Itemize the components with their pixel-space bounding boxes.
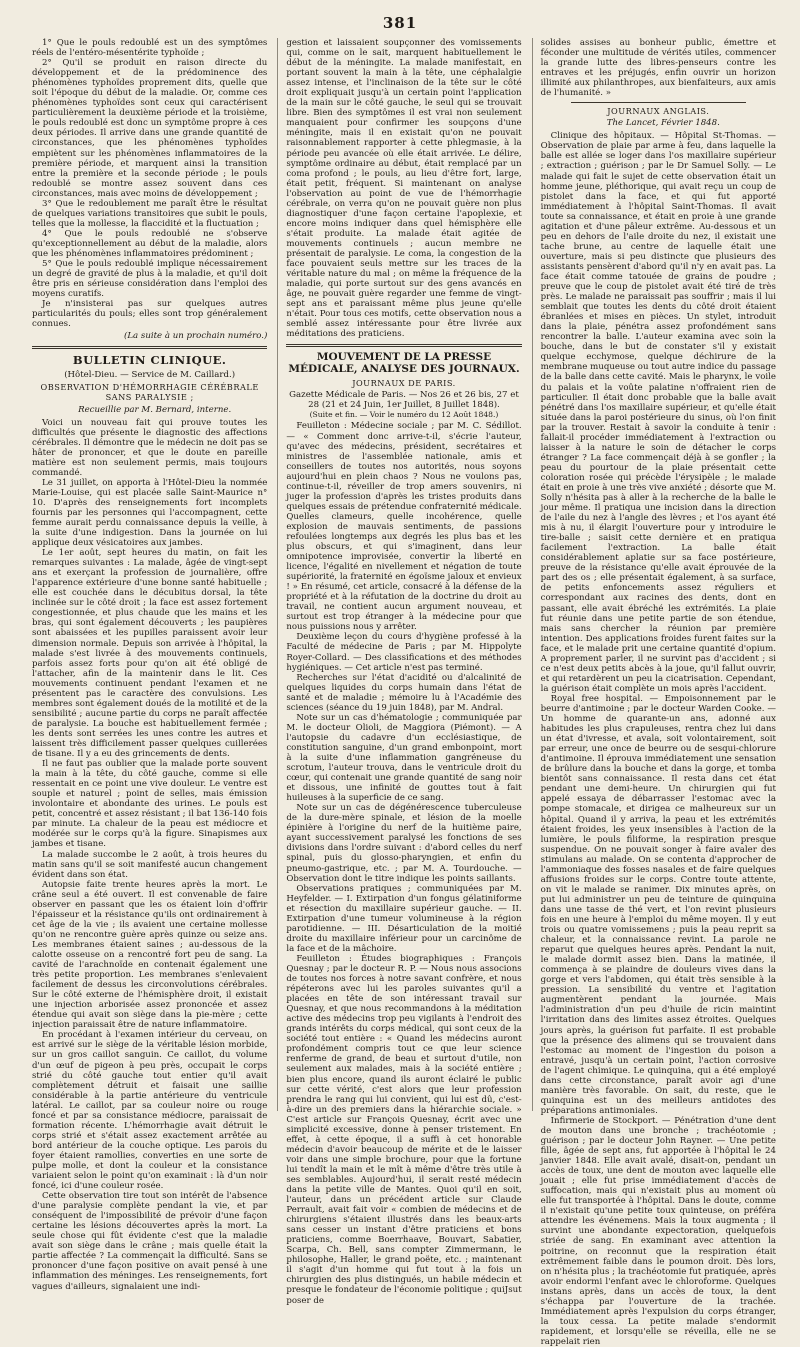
paragraph: Recherches sur l'état d'acidité ou d'alcalinité de quelques liquides du corps humain dans l'état de santé et de maladie ; mémoire lu à l'Académie des sciences (séance du 19 juin 1848), par M. Andral. (286, 672, 522, 713)
paragraph: solides assises au bonheur public, émettre et féconder une multitude de vérités utiles, commencer la grande lutte des libres-penseurs contre les entraves et les préjugés, enfin ouvrir un horizon illimité aux philanthropes, aux bienfaiteurs, aux amis de l'humanité. » (540, 38, 776, 99)
paragraph: Le 1er août, sept heures du matin, on fait les remarques suivantes : La malade, âgée de vingt-sept ans et exerçant la profession de journalière, offre l'apparence extérieure d'une bonne santé habituelle ; elle est couchée dans le décubitus dorsal, la tête inclinée sur le côté droit ; la face est assez fortement congestionnée, et plus chaude que les mains et les bras, qui sont également découverts ; les paupières sont abaissées et les pupilles paraissent avoir leur dimension normale. Depuis son arrivée à l'hôpital, la malade s'est livrée à des mouvements continuels, parfois assez forts pour qu'on ait été obligé de l'attacher, afin de la maintenir dans le lit. Ces mouvements continuent pendant l'examen et ne présentent pas le caractère des convulsions. Les membres sont également doués de la motilité et de la sensibilité ; aucune partie du corps ne paraît affectée de paralysie. La bouche est habituellement fermée ; les dents sont serrées les unes contre les autres et laissent très difficilement passer quelques cuillerées de tisane. Il y a eu des grincements de dents. (32, 548, 268, 760)
columns (32, 38, 776, 1347)
paragraph: Note sur un cas d'hématologie ; communiquée par M. le docteur Olioli, de Maggiora (Piémont). — A l'autopsie du cadavre d'un ecclésiastique, de constitution sanguine, d'un grand embonpoint, mort à la suite d'une inflammation gangréneuse du scrotum, l'auteur trouva, dans le ventricule droit du cœur, qui contenait une grande quantité de sang noir et dissous, une infinité de gouttes tout à fait huileuses à la superficie de ce sang. (286, 712, 522, 804)
column-1 (32, 38, 268, 1292)
paragraph: Autopsie faite trente heures après la mort. Le crâne seul a été ouvert. Il est convenable de faire observer en passant que les os étaient loin d'offrir l'épaisseur et la résistance qu'ils ont ordinairement à cet âge de la vie ; ils avaient une certaine mollesse qu'on ne rencontre guère après quinze ou seize ans. Les membranes étaient saines ; au-dessous de la calotte osseuse on a rencontré fort peu de sang. La cavité de l'arachnoïde en contenait également une très petite proportion. Les membranes s'enlevaient facilement de dessus les circonvolutions cérébrales. Sur le côté externe de l'hémisphère droit, il existait une injection arborisée assez prononcée et assez étendue qui avait son siège dans la pie-mère ; cette injection paraissait être de nature inflammatoire. (32, 879, 268, 1031)
paragraph: gestion et laissaient soupçonner des vomissements qui, comme on le sait, marquent habituellement le début de la méningite. La malade manifestait, en portant souvent la main à la tête, une céphalalgie assez intense, et l'inclinaison de la tête sur le côté droit expliquait jusqu'à un certain point l'application de la main sur le côté gauche, le seul qui se trouvait libre. Bien des symptômes il est vrai non seulement manquaient pour confirmer les soupçons d'une méningite, mais il en existait qu'on ne pouvait raisonnablement rapporter à cette phlegmasie, à la période peu avancée où elle était arrivée. Le délire, symptôme ordinaire au début, était remplacé par un coma profond ; le pouls, au lieu d'être fort, large, était petit, fréquent. Si maintenant on analyse l'observation au point de vue de l'hémorrhagie cérébrale, on verra qu'on ne pouvait guère non plus diagnostiquer d'une façon certaine l'apoplexie, et encore moins indiquer dans quel hémisphère elle s'était produite. La malade était agitée de mouvements continuels ; aucun membre ne présentait de paralysie. Le coma, la congestion de la face pouvaient seuls mettre sur les traces de la véritable nature du mal ; on même la fréquence de la maladie, qui porte surtout sur des gens avancés en âge, ne pouvait guère regarder une femme de vingt-sept ans et paraissant même plus jeune qu'elle n'était. Pour tous ces motifs, cette observation nous a semblé assez intéressante pour être livrée aux méditations des praticiens. (286, 38, 522, 340)
paragraph: Feuilleton : Médecine sociale ; par M. C. Sédillot. — « Comment donc arrive-t-il, s'écrie l'auteur, qu'avec des médecins, président, secrétaires et ministres de l'assemblée nationale, amis et conseillers de toutes nos autorités, nous soyons aujourd'hui en plein chaos ? Nous ne voulons pas, continue-t-il, réveiller de trop amers souvenirs, ni juger la profession d'après les tristes produits dans quelques essais de prétendue confraternité médicale. Quelles clameurs, quelle incohérence, quelle explosion de mauvais sentiments, de passions refoulées longtemps aux degrés les plus bas et les plus obscurs, et qui s'imaginent, dans leur omnipotence improvisée, convertir la liberté en licence, l'égalité en nivellement et négation de toute supériorité, la fraternité en égoïsme jaloux et envieux ! » En résumé, cet article, consacré à la défense de la propriété et à la réfutation de la doctrine du droit au travail, ne contient aucun argument nouveau, et surtout est trop étranger à la médecine pour que nous puissions nous y arrêter. (286, 421, 522, 633)
paragraph: En procédant à l'examen intérieur du cerveau, on est arrivé sur le siège de la véritable lésion morbide, sur un gros caillot sanguin. Ce caillot, du volume d'un œuf de pigeon à peu près, occupait le corps strié du côté gauche tout entier qu'il avait complètement détruit et faisait une saillie considérable à la partie antérieure du ventricule latéral. Le caillot, par sa couleur noire ou rouge foncé et par sa consistance médiocre, paraissait de formation récente. L'hémorrhagie avait détruit le corps strié et s'était assez exactement arrêtée au bord antérieur de la couche optique. Les parois du foyer étaient ramollies, converties en une sorte de pulpe molle, et dont la couleur et la consistance variaient selon le point qu'on examinait : là d'un noir foncé, ici d'une couleur rosée. (32, 1030, 268, 1192)
paragraph: Voici un nouveau fait qui prouve toutes les difficultés que présente le diagnostic des affections cérébrales. Il démontre que le médecin ne doit pas se hâter de prononcer, et que le doute en pareille matière est non seulement permis, mais toujours commandé. (32, 417, 268, 478)
paragraph: Cette observation tire tout son intérêt de l'absence d'une paralysie complète pendant la vie, et par conséquent de l'impossibilité de prévoir d'une façon certaine les lésions découvertes après la mort. La seule chose qui fût évidente c'est que la maladie avait son siège dans le crâne ; mais quelle était la partie affectée ? La commençait la difficulté. Sans se prononcer d'une façon positive on avait pensé à une inflammation des méninges. Les renseignements, fort vagues d'ailleurs, signalaient une indi- (32, 1191, 268, 1292)
bulletin-service: (Hôtel-Dieu. — Service de M. Caillard.) (64, 370, 236, 381)
observation-author: Recueillie par M. Bernard, interne. (78, 404, 232, 415)
paragraph: Note sur un cas de dégénérescence tuberculeuse de la dure-mère spinale, et lésion de la moelle épinière à l'origine du nerf de la huitième paire, ayant successivement paralysé les fonctions de ses divisions dans l'ordre suivant : d'abord celles du nerf spinal, puis du glosso-pharyngien, et enfin du pneumo-gastrique, etc. ; par M. A. Tourdouche. — Observation dont le titre indique les points saillants. (286, 803, 522, 884)
journaux-heading: JOURNAUX DE PARIS. (352, 378, 456, 389)
section-title: MOUVEMENT DE LA PRESSE MÉDICALE, ANALYSE DES JOURNAUX. (288, 351, 520, 376)
paragraph: 3° Que le redoublement me paraît être le résultat de quelques variations transitoires que subit le pouls, telles que la mollesse, la flaccidité et la fluctuation ; (32, 198, 268, 229)
section-divider (571, 102, 746, 103)
paragraph: La malade succombe le 2 août, à trois heures du matin sans qu'il se soit manifesté aucun changement évident dans son état. (32, 849, 268, 880)
continued-note: (La suite à un prochain numéro.) (124, 331, 268, 342)
paragraph: Royal free hospital. — Empoisonnement par le beurre d'antimoine ; par le docteur Warden Cooke. — Un homme de quarante-un ans, adonné aux habitudes les plus crapuleuses, rentra chez lui dans un état d'ivresse, et avala, soit volontairement, soit par erreur, une once de beurre ou de sesqui-chlorure d'antimoine. Il éprouva immédiatement une sensation de brûlure dans la bouche et dans la gorge, et tomba bientôt sans connaissance. Il resta dans cet état pendant une demi-heure. Un chirurgien qui fut appelé essaya de débarrasser l'estomac avec la pompe stomacale, et dirigea ce malheureux sur un hôpital. Quand il y arriva, la peau et les extrémités étaient froides, les yeux insensibles à l'action de la lumière, le pouls filiforme, la respiration presque suspendue. On ne pouvait songer à faire avaler des stimulans au malade. On se contenta d'approcher de l'ammoniaque des fosses nasales et de faire quelques affusions froides sur le corps. Contre toute attente, on vit le malade se ranimer. Dix minutes après, on put lui administrer un peu de teinture de quinquina dans une tasse de thé vert, et l'on revint plusieurs fois en une heure à l'emploi du même moyen. Il y eut trois ou quatre vomissemens ; puis la peau reprit sa chaleur, et la connaissance revint. La parole ne reparut que quelques heures après. Pendant la nuit, le malade dormit assez bien. Dans la matinée, il commença à se plaindre de douleurs vives dans la gorge et vers l'abdomen, qui était très sensible à la pression. La sensibilité du ventre et l'agitation augmentèrent pendant la journée. Mais l'administration d'un peu d'huile de ricin maintint l'irritation dans des limites assez étroites. Quelques jours après, la guérison fut parfaite. Il est probable que la présence des alimens qui se trouvaient dans l'estomac au moment de l'ingestion du poison a entravé, jusqu'à un certain point, l'action corrosive de l'agent chimique. Le quinquina, qui a été employé dans cette circonstance, paraît avoir agi d'une manière très favorable. On sait, du reste, que le quinquina est un des meilleurs antidotes des préparations antimoniales. (540, 693, 776, 1116)
paragraph: Clinique des hôpitaux. — Hôpital St-Thomas. — Observation de plaie par arme à feu, dans laquelle la balle est allée se loger dans l'os maxillaire supérieur ; extraction ; guérison ; par le Dr Samuel Solly. — Le malade qui fait le sujet de cette observation était un homme jeune, pléthorique, qui avait reçu un coup de pistolet dans la face, et qui fut apporté immédiatement à l'hôpital Saint-Thomas. Il avait toute sa connaissance, et était en proie à une grande agitation et d'une pâleur extrême. Au-dessous et un peu en dehors de l'aile droite du nez, il existait une tache brune, au centre de laquelle était une ouverture, mais si peu distincte que plusieurs des assistants pensèrent d'abord qu'il n'y en avait pas. La face était comme tatouée de grains de poudre ; preuve que le coup de pistolet avait été tiré de très près. Le malade ne paraissait pas souffrir ; mais il lui semblait que toutes les dents du côté droit étaient ébranlées et mises en pièces. Un stylet, introduit dans la plaie, pénétra assez profondément sans rencontrer la balle. L'auteur examina avec soin la bouche, dans le but de constater s'il y existait quelque ecchymose, quelque déchirure de la membrane muqueuse ou tout autre indice du passage de la balle dans cette cavité. Mais le pharynx, le voile du palais et la voûte palatine n'offraient rien de particulier. Il était donc probable que la balle avait pénétré dans l'os maxillaire supérieur, et qu'elle était située dans la paroi postérieure du sinus, où l'on finit par la trouver. Restait à savoir la conduite à tenir : fallait-il procéder immédiatement à l'extraction ou laisser à la nature le soin de détacher le corps étranger ? La face commençait déjà à se gonfler ; la peau du pourtour de la plaie présentait cette coloration rosée qui précède l'érysipèle ; le malade était en proie à une très vive anxiété ; désorte que M. Solly n'hésita pas à aller à la recherche de la balle le jour même. Il pratiqua une incision dans la direction de l'aile du nez à l'angle des lèvres ; et l'os ayant été mis à nu, il élargit l'ouverture pour y introduire le tire-balle ; saisit cette dernière et en pratiqua facilement l'extraction. La balle était considérablement aplatie sur sa face postérieure, preuve de la résistance qu'elle avait éprouvée de la part des os ; elle présentait également, à sa surface, de petits enfoncements assez réguliers et correspondant aux racines des dents, dont en passant, elle avait ébréché les extrémités. La plaie fut réunie dans une petite partie de son étendue, mais sans chercher la réunion par première intention. Des applications froides furent faites sur la face, et le malade prit une certaine quantité d'opium. A proprement parler, il ne survint pas d'accident ; si ce n'est deux petits abcès à la joue, qu'il fallut ouvrir, et qui retardèrent un peu la cicatrisation. Cependant, la guérison était complète un mois après l'accident. (540, 131, 776, 694)
paragraph: 4° Que le pouls redoublé ne s'observe qu'exceptionnellement au début de la maladie, alors que les phénomènes inflammatoires prédominent ; (32, 228, 268, 259)
page-number: 381 (382, 14, 418, 32)
bulletin-title: BULLETIN CLINIQUE. (72, 353, 227, 368)
paragraph: 5° Que le pouls redoublé implique nécessairement un degré de gravité de plus à la maladie, et qu'il doit être pris en sérieuse considération dans l'emploi des moyens curatifs. (32, 259, 268, 300)
column-2 (277, 38, 522, 1306)
paragraph: 2° Qu'il se produit en raison directe du développement et de la prédominence des phénomènes typhoïdes proprement dits, quelle que soit l'époque du début de la maladie. Or, comme ces phénomènes typhoïdes sont ceux qui caractérisent particulièrement la deuxième période et la troisième, le pouls redoublé est donc un symptôme propre à ces deux périodes. Il arrive dans une grande quantité de circonstances, que les phénomènes typhoïdes empiètent sur les phénomènes inflammatoires de la première période, et marquent ainsi la transition entre la première et la seconde période ; le pouls redoublé se montre assez souvent dans ces circonstances, mais avec moins de développement ; (32, 58, 268, 199)
lancet-reference: The Lancet, Février 1848. (606, 118, 720, 129)
paragraph: Infirmerie de Stockport. — Pénétration d'une dent de mouton dans une bronche ; trachéotomie ; guérison ; par le docteur John Rayner. — Une petite fille, âgée de sept ans, fut apportée à l'hôpital le 24 janvier 1848. Elle avait avalé, disait-on, pendant un accès de toux, une dent de mouton avec laquelle elle jouait ; elle fut prise immédiatement d'accès de suffocation, mais qui n'existait plus au moment où elle fut transportée à l'hôpital. Dans le doute, comme il n'existait qu'une petite toux quinteuse, on préféra attendre les événemens. Mais la toux augmenta ; il survint une abondante expectoration, quelquefois striée de sang. En examinant avec attention la poitrine, on reconnut que la respiration était extrêmement faible dans le poumon droit. Dès lors, on n'hésita plus ; la trachéotomie fut pratiquée, après avoir endormi l'enfant avec le chloroforme. Quelques instans après, dans un accès de toux, la dent s'échappa par l'ouverture de la trachée. Immédiatement après l'expulsion du corps étranger, la toux cessa. La petite malade s'endormit rapidement, et lorsqu'elle se réveilla, elle ne se rappelait rien (540, 1115, 776, 1347)
gazette-note: (Suite et fin. — Voir le numéro du 12 Août 1848.) (309, 410, 499, 420)
paragraph: Je n'insisterai pas sur quelques autres particularités du pouls; elles sont trop généralement connues. (32, 299, 268, 330)
section-divider (286, 344, 521, 347)
paragraph: Il ne faut pas oublier que la malade porte souvent la main à la tête, du côté gauche, comme si elle ressentait en ce point une vive douleur. Le ventre est souple et naturel ; point de selles, mais émission involontaire et abondante des urines. Le pouls est petit, concentré et assez résistant ; il bat 136-140 fois par minute. La chaleur de la peau est médiocre et modérée sur le corps qu'à la figure. Sinapismes aux jambes et tisane. (32, 759, 268, 850)
paragraph: 1° Que le pouls redoublé est un des symptômes réels de l'entéro-mésentérite typhoïde ; (32, 38, 268, 59)
section-divider (32, 346, 267, 349)
observation-title: OBSERVATION D'HÉMORRHAGIE CÉRÉBRALE SANS PARALYSIE ; (40, 382, 259, 403)
anglais-body (541, 131, 776, 1347)
journaux-anglais-heading: JOURNAUX ANGLAIS. (607, 106, 710, 117)
bulletin-body (32, 418, 267, 1292)
paragraph: Deuxième leçon du cours d'hygiène professé à la Faculté de médecine de Paris ; par M. Hippolyte Royer-Collard. — Des classifications et des méthodes hygiéniques. — Cet article n'est pas terminé. (286, 632, 522, 673)
press-body (286, 421, 521, 1305)
paragraph: Le 31 juillet, on apporta à l'Hôtel-Dieu la nommée Marie-Louise, qui est placée salle Saint-Maurice n° 10. D'après des renseignements fort incomplets fournis par les personnes qui l'accompagnent, cette femme aurait perdu connaissance depuis la veille, à la suite d'une indigestion. Dans la journée on lui applique deux vésicatoires aux jambes. (32, 477, 268, 549)
paragraph: Observations pratiques ; communiquées par M. Heyfelder. — I. Extirpation d'un fongus gélatiniforme et résection du maxillaire supérieur gauche. — II. Extirpation d'une tumeur volumineuse à la région parotidienne. — III. Désarticulation de la moitié droite du maxillaire inférieur pour un carcinôme de la face et de la mâchoire. (286, 883, 522, 954)
intro-paragraphs (32, 38, 267, 329)
gazette-reference: Gazette Médicale de Paris. — Nos 26 et 26 bis, 27 et 28 (21 et 24 Juin, 1er Juillet, 8 Juillet 1848). (289, 390, 519, 411)
column-3 (532, 38, 776, 1347)
paragraph: Feuilleton : Études biographiques : François Quesnay ; par le docteur R. P. — Nous nous associons de toutes nos forces à notre savant confrère, et nous répéterons avec lui les paroles suivantes qu'il a placées en tête de son intéressant travail sur Quesnay, et que nous recommandons à la méditation active des médecins trop peu vigilants à l'endroit des grands intérêts du corps médical, qui sont ceux de la société tout entière : « Quand les médecins auront profondément compris tout ce que leur science renferme de grand, de beau et surtout d'utile, non seulement aux malades, mais à la société entière ; bien plus encore, quand ils auront éclairé le public sur cette vérité, c'est alors que leur profession prendra le rang qui lui convient, qui lui est dû, c'est-à-dire un des premiers dans la hiérarchie sociale. » C'est article sur François Quesnay, écrit avec une simplicité excessive, donne à penser tristement. En effet, à cette époque, il a suffi à cet honorable médecin d'avoir beaucoup de mérite et de le laisser voir dans une simple brochure, pour que la fortune lui tendît la main et le mît à même d'être très utile à ses semblables. Aujourd'hui, il serait resté médecin dans la petite ville de Mantes. Quoi qu'il en soit, l'auteur, dans un précédent article sur Claude Perrault, avait fait voir « combien de médecins et de chirurgiens s'étaient illustrés dans les beaux-arts sans cesser un instant d'être praticiens et bons praticiens, comme Boerrhaave, Bouvart, Sabatier, Scarpa, Ch. Bell, sans compter Zimmermann, le philosophe, Haller, le grand poëte, etc. ; maintenant il s'agit d'un homme qui fut tout à la fois un chirurgien des plus distingués, un habile médecin et presque le fondateur de l'économie politique ; quiJsut poser de (286, 953, 522, 1306)
